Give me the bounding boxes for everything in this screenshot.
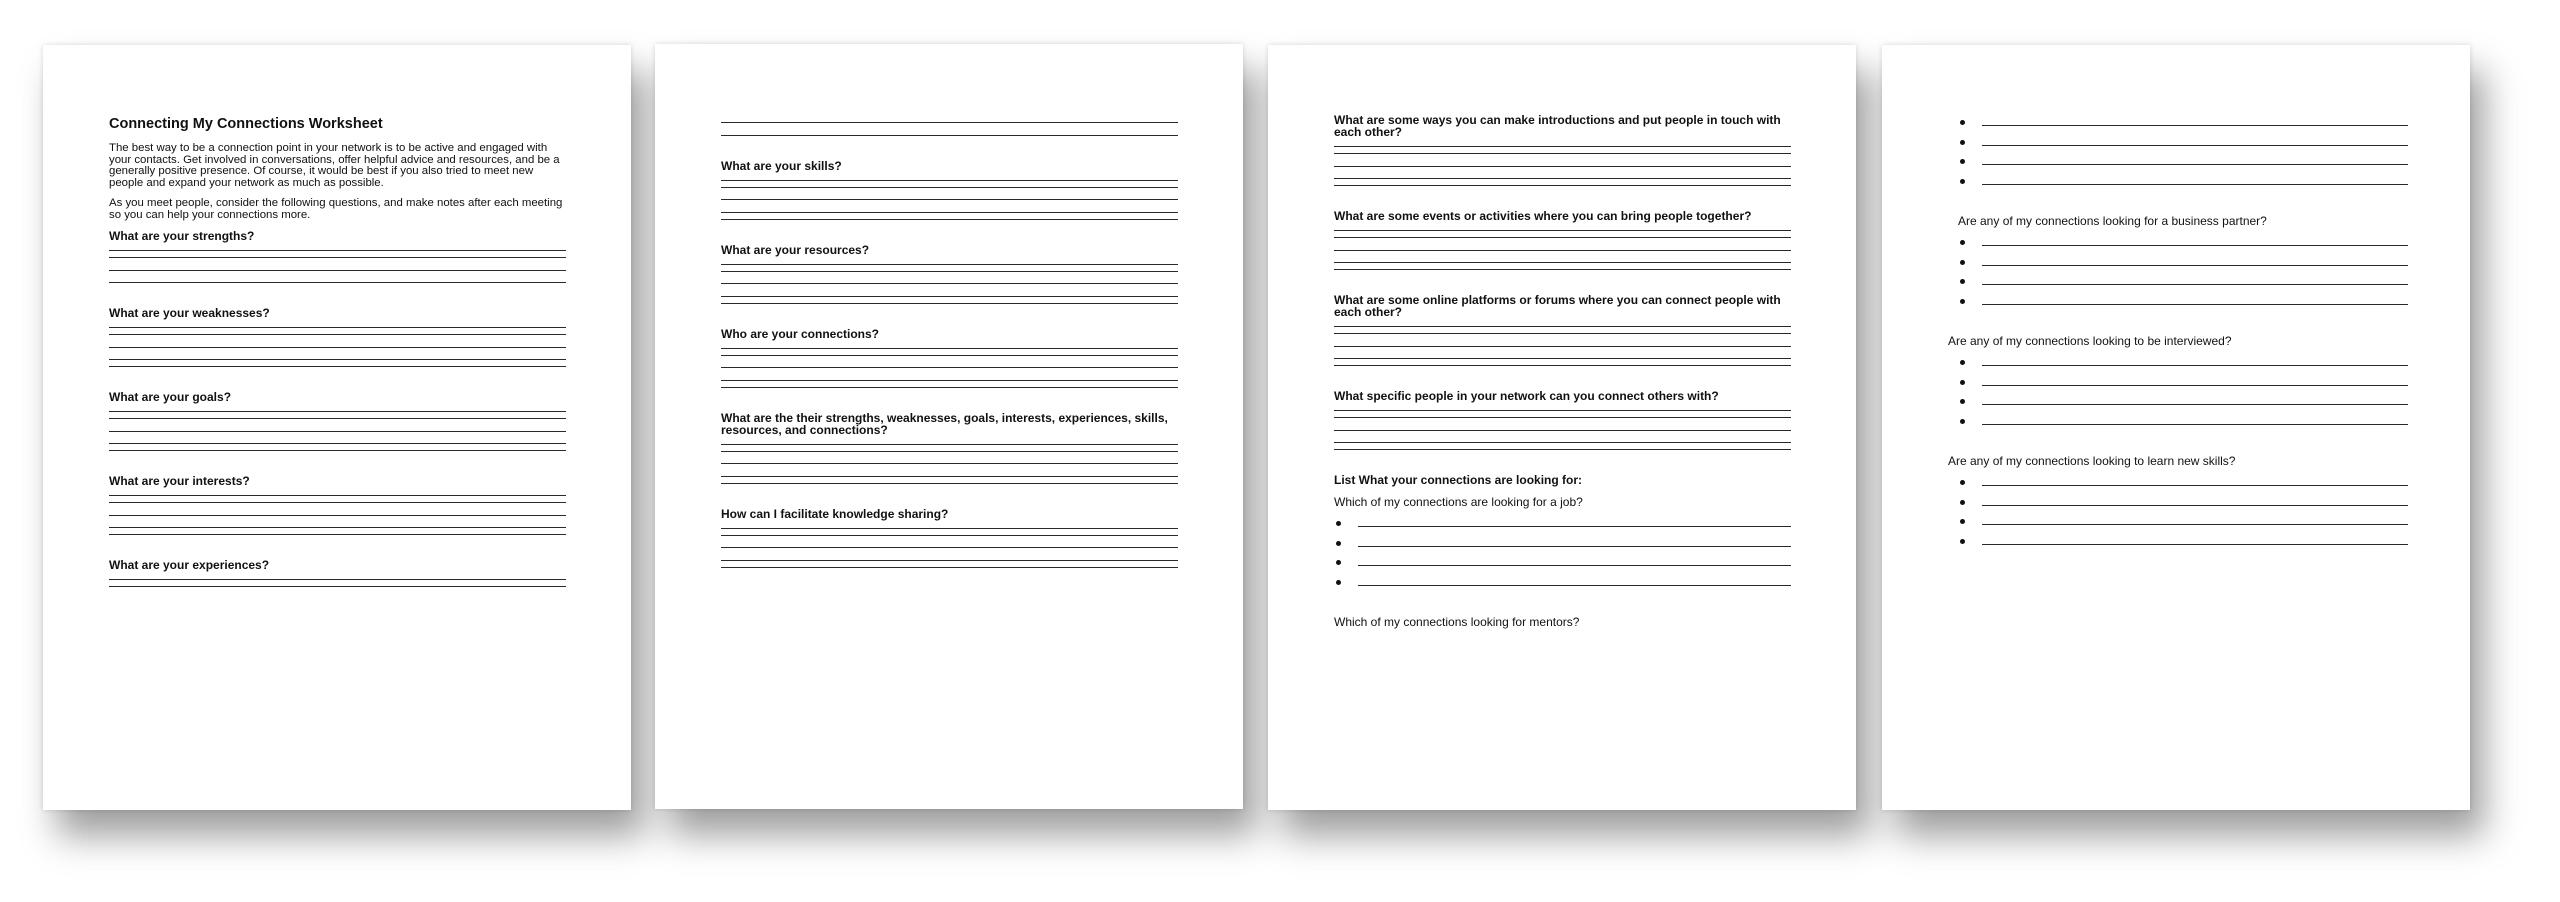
question-knowledge-sharing: How can I facilitate knowledge sharing? [721, 506, 949, 521]
answer-lines-goals[interactable] [109, 411, 566, 451]
answer-lines-continued[interactable] [721, 122, 1178, 136]
bullet-line[interactable] [1348, 516, 1791, 536]
bullet-line[interactable] [1348, 536, 1791, 556]
question-online-platforms: What are some online platforms or forums where you can connect people with each other? [1334, 293, 1781, 319]
question-connections: Who are your connections? [721, 326, 880, 341]
bullet-dot-icon [1336, 541, 1341, 546]
bullet-line[interactable] [1972, 235, 2408, 255]
bullet-line[interactable] [1972, 475, 2408, 495]
bullet-dot-icon [1960, 519, 1965, 524]
answer-lines-weaknesses[interactable] [109, 327, 566, 367]
bullet-line[interactable] [1972, 375, 2408, 395]
question-specific-people: What specific people in your network can you connect others with? [1334, 389, 1719, 403]
answer-lines-skills[interactable] [721, 180, 1178, 220]
subquestion-business-partner: Are any of my connections looking for a business partner? [1958, 214, 2267, 228]
bullet-list-job [1334, 516, 1791, 594]
bullet-line[interactable] [1972, 154, 2408, 174]
answer-lines-strengths-of-connections[interactable] [721, 444, 1178, 484]
answer-lines-events[interactable] [1334, 230, 1791, 270]
bullet-dot-icon [1336, 580, 1341, 585]
question-skills: What are your skills? [721, 158, 842, 173]
bullet-list-business-partner [1958, 235, 2408, 313]
bullet-dot-icon [1960, 279, 1965, 284]
question-introductions: What are some ways you can make introductions and put people in touch with each other? [1334, 113, 1781, 139]
instructions-paragraph: As you meet people, consider the following questions, and make notes after each meeting so you can help your connections more. [109, 197, 563, 221]
bullet-dot-icon [1960, 380, 1965, 385]
answer-lines-specific-people[interactable] [1334, 410, 1791, 450]
question-strengths-of-connections: What are the their strengths, weaknesses, goals, interests, experiences, skills, resources, and connections? [721, 410, 1168, 437]
question-interests: What are your interests? [109, 474, 250, 488]
answer-lines-experiences[interactable] [109, 579, 566, 587]
subquestion-job: Which of my connections are looking for a job? [1334, 495, 1583, 509]
bullet-dot-icon [1960, 240, 1965, 245]
answer-lines-interests[interactable] [109, 495, 566, 535]
subquestion-mentors: Which of my connections looking for mentors? [1334, 615, 1580, 629]
bullet-dot-icon [1960, 360, 1965, 365]
intro-paragraph: The best way to be a connection point in your network is to be active and engaged with your contacts. Get involved in conversations, offer helpful advice and resources, and be a generally positive presence. Of course, it would be best if you also tried to meet new people and expand your network as much as possible. [109, 142, 560, 189]
bullet-dot-icon [1960, 399, 1965, 404]
list-heading: List What your connections are looking for: [1334, 473, 1583, 487]
answer-lines-knowledge-sharing[interactable] [721, 528, 1178, 568]
answer-lines-introductions[interactable] [1334, 146, 1791, 186]
bullet-line[interactable] [1972, 495, 2408, 515]
bullet-dot-icon [1960, 419, 1965, 424]
bullet-line[interactable] [1972, 274, 2408, 294]
bullet-line[interactable] [1972, 534, 2408, 554]
bullet-list-new-skills [1958, 475, 2408, 553]
bullet-dot-icon [1960, 480, 1965, 485]
question-goals: What are your goals? [109, 390, 232, 404]
bullet-line[interactable] [1972, 294, 2408, 314]
bullet-dot-icon [1336, 521, 1341, 526]
worksheet-title: Connecting My Connections Worksheet [109, 116, 383, 132]
bullet-dot-icon [1336, 560, 1341, 565]
bullet-dot-icon [1960, 179, 1965, 184]
bullet-line[interactable] [1348, 575, 1791, 595]
worksheet-page-2 [655, 44, 1243, 809]
question-weaknesses: What are your weaknesses? [109, 306, 270, 320]
bullet-dot-icon [1960, 500, 1965, 505]
page-4-content [1948, 115, 2408, 575]
bullet-line[interactable] [1972, 115, 2408, 135]
question-events: What are some events or activities where you can bring people together? [1334, 209, 1752, 223]
bullet-dot-icon [1960, 159, 1965, 164]
bullet-line[interactable] [1972, 174, 2408, 194]
page-3-content [1334, 114, 1791, 636]
subquestion-new-skills: Are any of my connections looking to learn new skills? [1948, 454, 2236, 468]
bullet-line[interactable] [1972, 135, 2408, 155]
subquestion-interviewed: Are any of my connections looking to be interviewed? [1948, 334, 2232, 348]
bullet-list-interviewed [1958, 355, 2408, 433]
answer-lines-online-platforms[interactable] [1334, 326, 1791, 366]
worksheet-page-3 [1268, 45, 1856, 810]
question-strengths: What are your strengths? [109, 229, 255, 243]
page-1-content [109, 115, 566, 611]
bullet-dot-icon [1960, 140, 1965, 145]
answer-lines-resources[interactable] [721, 264, 1178, 304]
page-2-content [721, 122, 1178, 592]
bullet-line[interactable] [1972, 355, 2408, 375]
bullet-line[interactable] [1972, 255, 2408, 275]
bullet-dot-icon [1960, 120, 1965, 125]
bullet-line[interactable] [1972, 414, 2408, 434]
bullet-line[interactable] [1972, 514, 2408, 534]
answer-lines-strengths[interactable] [109, 250, 566, 283]
question-resources: What are your resources? [721, 242, 870, 257]
bullet-dot-icon [1960, 299, 1965, 304]
answer-lines-connections[interactable] [721, 348, 1178, 388]
bullet-dot-icon [1960, 539, 1965, 544]
bullet-list-mentors [1958, 115, 2408, 193]
worksheet-page-4 [1882, 45, 2470, 810]
bullet-line[interactable] [1972, 394, 2408, 414]
question-experiences: What are your experiences? [109, 558, 270, 572]
bullet-line[interactable] [1348, 555, 1791, 575]
worksheet-page-1 [43, 45, 631, 810]
bullet-dot-icon [1960, 260, 1965, 265]
